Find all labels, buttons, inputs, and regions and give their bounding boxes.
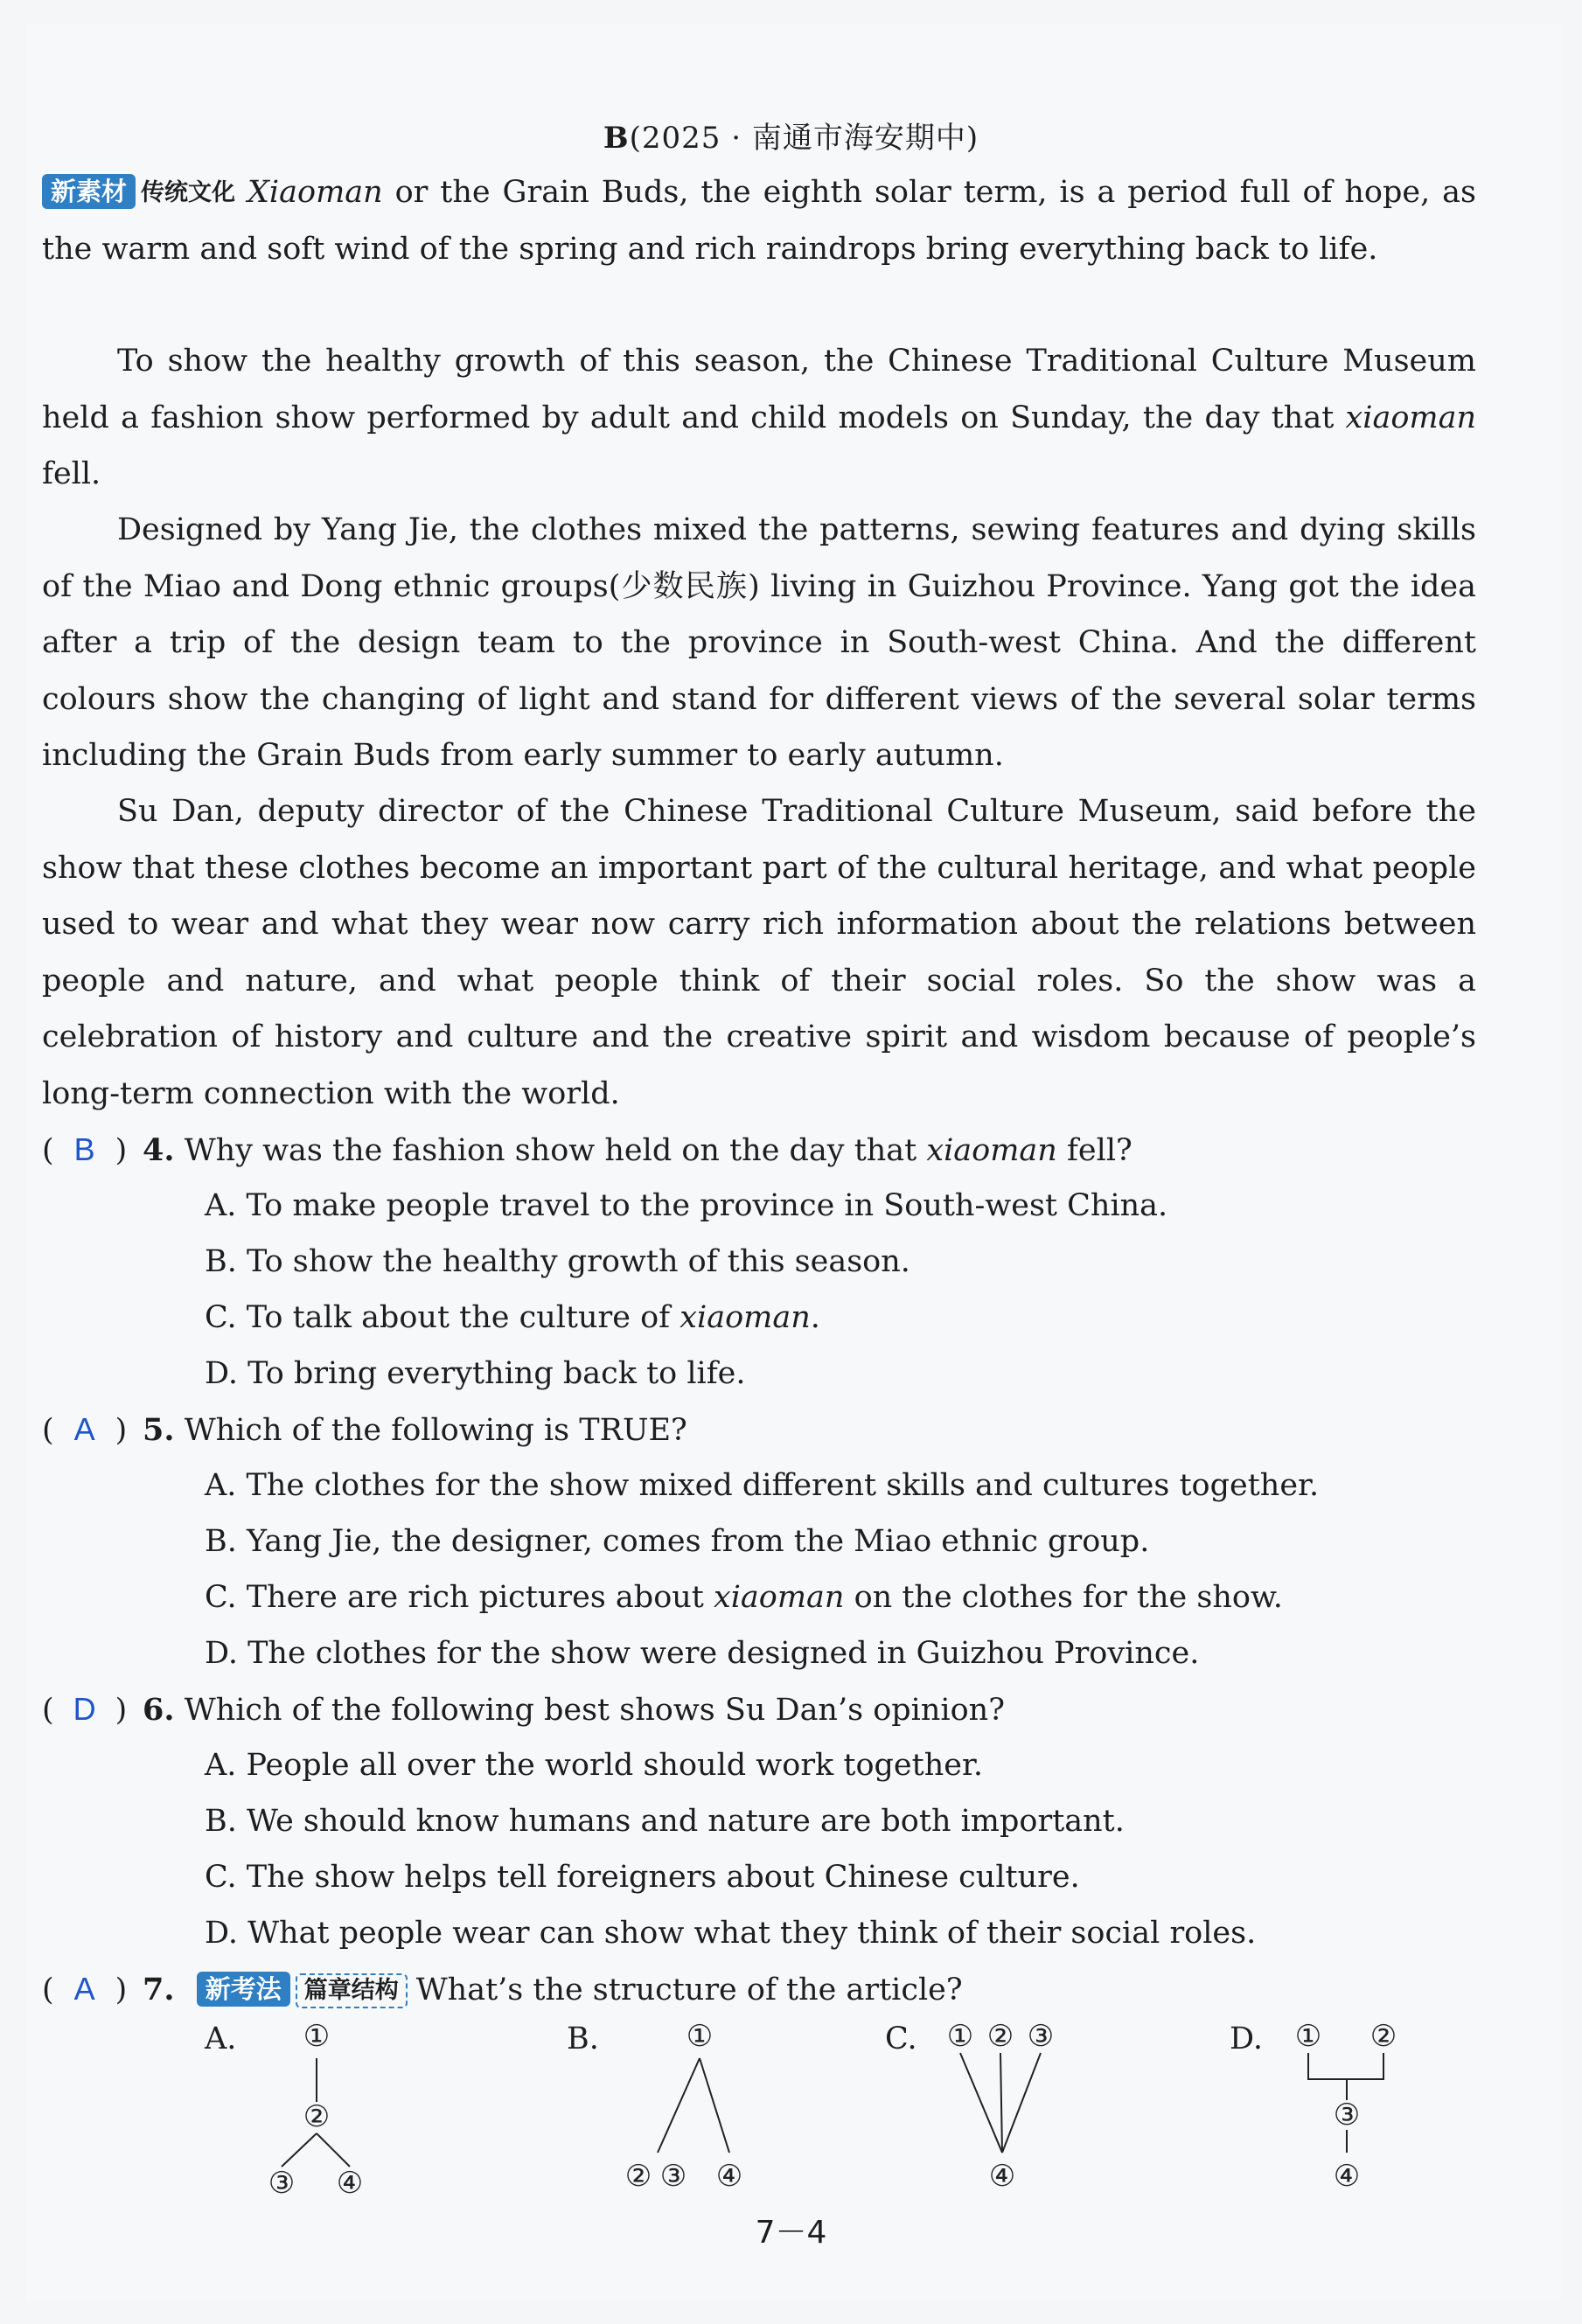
section-letter: B	[603, 121, 630, 156]
diagram-a-label: A.	[205, 2021, 237, 2056]
diagram-b-node-4: ④	[715, 2159, 743, 2194]
option-4c-text: C. To talk about the culture of	[205, 1300, 680, 1335]
diagram-c-node-1: ①	[946, 2019, 974, 2054]
paragraph-2-text-a: To show the healthy growth of this season, the Chinese Traditional Culture Museum held a fashion show performed by adult and child models on Sunday, the day that	[42, 344, 1476, 435]
question-6-stem: Which of the following best shows Su Dan’s opinion?	[184, 1693, 1005, 1728]
diagram-b-node-1: ①	[686, 2019, 714, 2054]
diagram-d-node-4: ④	[1333, 2159, 1361, 2194]
option-5c-italic: xiaoman	[714, 1580, 845, 1615]
question-6: ( D ) 6. Which of the following best shows Su Dan’s opinion?	[42, 1681, 1005, 1738]
question-4-number: 4.	[143, 1132, 175, 1168]
option-5d: D. The clothes for the show were designed in Guizhou Province.	[205, 1636, 1200, 1671]
option-4b: B. To show the healthy growth of this season.	[205, 1244, 910, 1279]
question-4-italic: xiaoman	[926, 1133, 1057, 1168]
option-5b: B. Yang Jie, the designer, comes from the Miao ethnic group.	[205, 1524, 1150, 1559]
option-6c: C. The show helps tell foreigners about Chinese culture.	[205, 1860, 1080, 1895]
question-4: ( B ) 4. Why was the fashion show held on the day that xiaoman fell?	[42, 1122, 1132, 1179]
question-5-number: 5.	[143, 1412, 175, 1448]
option-4a: A. To make people travel to the province in South-west China.	[205, 1188, 1168, 1223]
page-number: 7－4	[755, 2215, 827, 2251]
answer-7: A	[73, 1971, 95, 2007]
option-5c-end: on the clothes for the show.	[844, 1580, 1283, 1615]
diagram-c-label: C.	[885, 2021, 917, 2056]
answer-4: B	[73, 1131, 95, 1167]
option-6a: A. People all over the world should work together.	[205, 1748, 983, 1783]
diagram-a-node-1: ①	[303, 2019, 331, 2054]
question-5-stem: Which of the following is TRUE?	[184, 1413, 687, 1448]
question-4-stem-b: fell?	[1056, 1133, 1132, 1168]
paragraph-1-text: or the Grain Buds, the eighth solar term, is a period full of hope, as the warm and soft wind of the spring and rich raindrops bring everything back to life.	[42, 175, 1476, 267]
diagram-b-node-2: ②	[624, 2159, 652, 2194]
passage-paragraph-4: Su Dan, deputy director of the Chinese Traditional Culture Museum, said before the show that these clothes become an important part of the cultural heritage, and what people used to wear and what they wear now carry rich information about the relations between people and nature, and what people think of their social roles. So the show was a celebration of history and culture and the creative spirit and wisdom because of people’s long-term connection with the world.	[42, 794, 1476, 1111]
question-7-number: 7.	[143, 1972, 175, 2007]
option-4d: D. To bring everything back to life.	[205, 1356, 746, 1391]
xiaoman-italic: Xiaoman	[247, 175, 383, 210]
diagram-d-node-1: ①	[1294, 2019, 1322, 2054]
structure-tag: 篇章结构	[296, 1973, 408, 2008]
diagram-a-node-2: ②	[303, 2099, 331, 2134]
diagram-a-node-3: ③	[268, 2166, 296, 2201]
option-4c-italic: xiaoman	[679, 1300, 811, 1335]
option-4c-end: .	[810, 1300, 820, 1335]
diagram-b-node-3: ③	[659, 2159, 687, 2194]
paragraph-2-text-b: fell.	[42, 456, 101, 491]
option-6b: B. We should know humans and nature are both important.	[205, 1804, 1125, 1839]
new-method-tag: 新考法	[197, 1972, 290, 2007]
diagram-c-node-4: ④	[988, 2159, 1016, 2194]
paragraph-2-italic: xiaoman	[1345, 400, 1476, 435]
diagram-c-node-2: ②	[986, 2019, 1014, 2054]
diagram-d-label: D.	[1230, 2021, 1263, 2056]
question-7: ( A ) 7. 新考法 篇章结构 What’s the structure of the article?	[42, 1961, 963, 2018]
answer-6: D	[73, 1691, 96, 1727]
question-5: ( A ) 5. Which of the following is TRUE?	[42, 1402, 687, 1458]
diagram-c-node-3: ③	[1027, 2019, 1055, 2054]
question-7-stem: What’s the structure of the article?	[415, 1973, 963, 2007]
question-6-number: 6.	[143, 1692, 175, 1728]
diagram-b-label: B.	[567, 2021, 599, 2056]
passage-paragraph-3: Designed by Yang Jie, the clothes mixed the patterns, sewing features and dying skills of the Miao and Dong ethnic groups(少数民族) living in Guizhou Province. Yang got the idea after a trip of the design team to the province in South-west China. And the different colours show the changing of light and stand for different views of the several solar terms including the Grain Buds from early summer to early autumn.	[42, 512, 1476, 773]
answer-5: A	[73, 1411, 95, 1447]
section-source: (2025 · 南通市海安期中)	[629, 121, 979, 156]
diagram-d-node-2: ②	[1369, 2019, 1397, 2054]
culture-tag: 传统文化	[141, 179, 236, 206]
option-5c-text: C. There are rich pictures about	[205, 1580, 714, 1615]
diagram-d-node-3: ③	[1333, 2098, 1361, 2133]
question-4-stem-a: Why was the fashion show held on the day that	[184, 1133, 927, 1168]
option-5a: A. The clothes for the show mixed different skills and cultures together.	[205, 1468, 1320, 1503]
diagram-a-node-4: ④	[336, 2166, 364, 2201]
option-6d: D. What people wear can show what they think of their social roles.	[205, 1916, 1257, 1951]
new-material-tag: 新素材	[42, 174, 136, 209]
